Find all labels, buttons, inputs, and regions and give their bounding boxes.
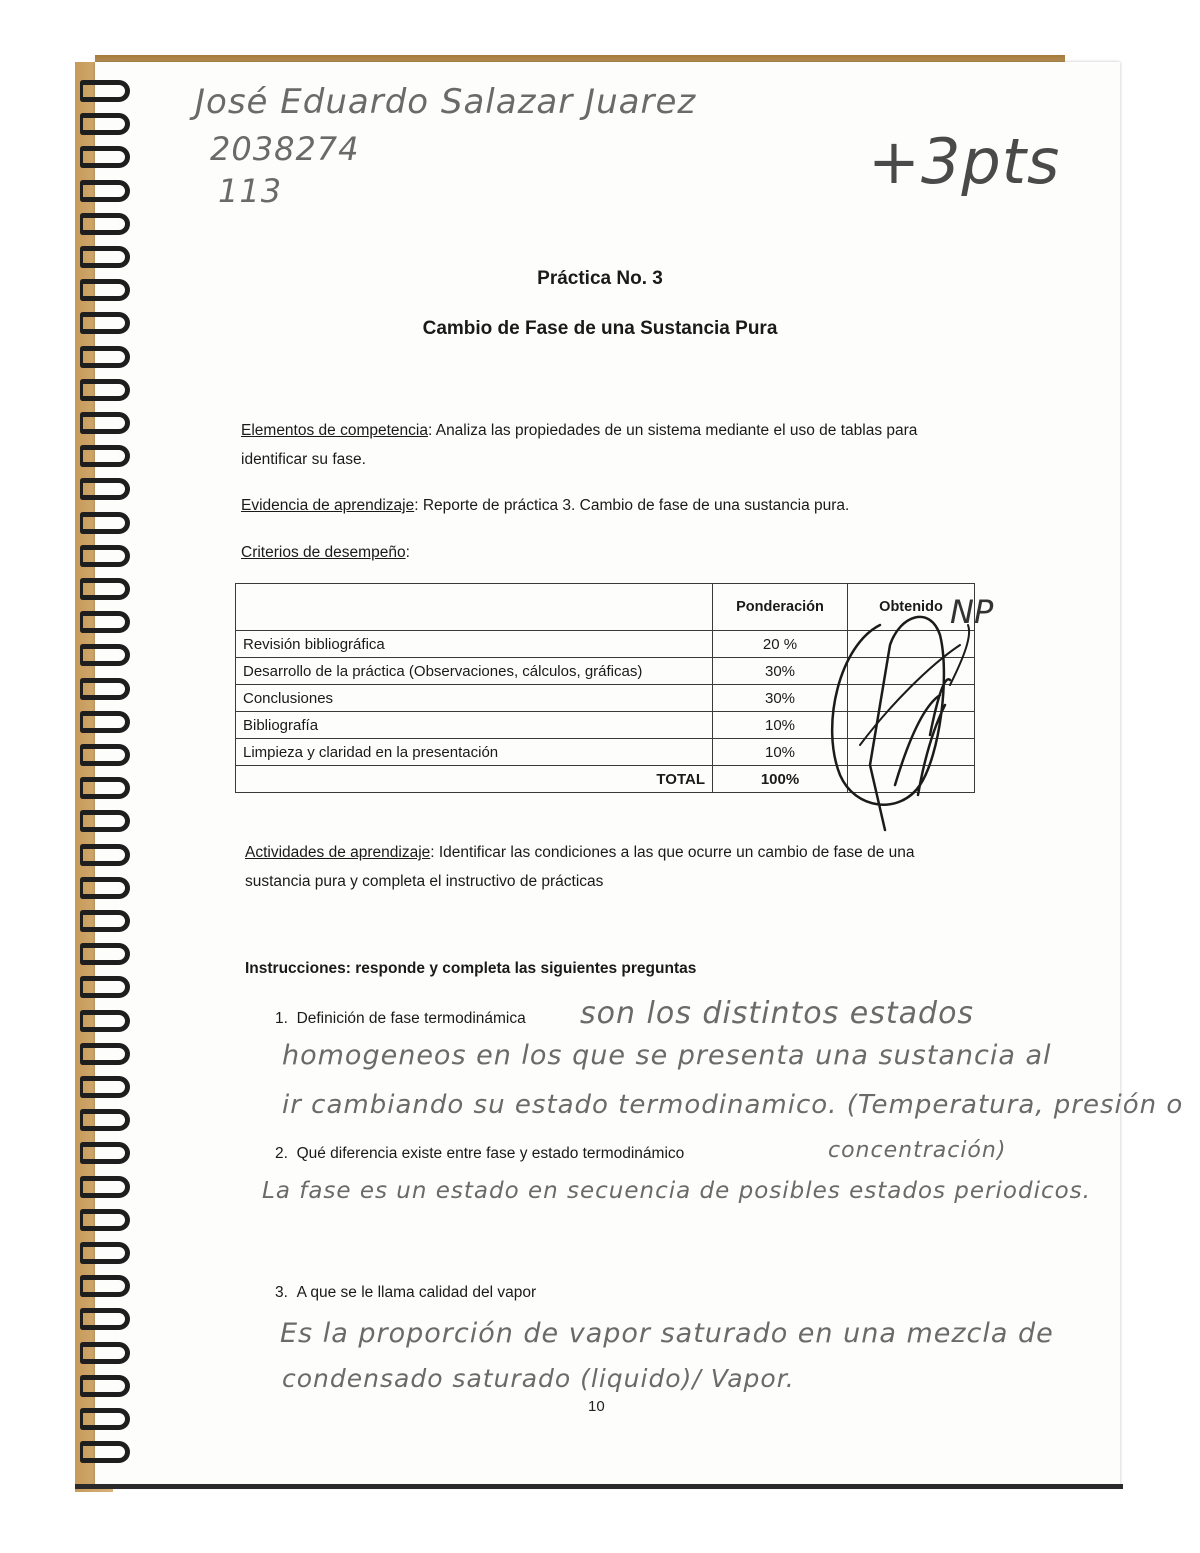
spiral-ring [80, 1076, 130, 1098]
actividades-label: Actividades de aprendizaje [245, 844, 431, 861]
competencia-paragraph [241, 416, 956, 474]
spiral-ring [80, 777, 130, 799]
spiral-ring [80, 80, 130, 102]
spiral-ring [80, 180, 130, 202]
spiral-ring [80, 910, 130, 932]
spiral-ring [80, 1010, 130, 1032]
spiral-ring [80, 1275, 130, 1297]
spiral-ring [80, 478, 130, 500]
total-value: 100% [713, 766, 848, 793]
spiral-ring [80, 678, 130, 700]
spiral-ring [80, 976, 130, 998]
spiral-ring [80, 1242, 130, 1264]
spiral-ring [80, 844, 130, 866]
question-1 [275, 1010, 526, 1028]
spiral-ring [80, 545, 130, 567]
spiral-ring [80, 146, 130, 168]
ponderacion-cell: 30% [713, 658, 848, 685]
spiral-ring [80, 810, 130, 832]
spiral-ring [80, 877, 130, 899]
np-note: NP [950, 593, 994, 631]
competencia-text: : Analiza las propiedades de un sistema mediante el uso de tablas para identificar su fase. [241, 422, 918, 468]
page-bottom-edge [75, 1484, 1123, 1489]
criterio-cell: Limpieza y claridad en la presentación [236, 739, 713, 766]
criterios-suffix: : [405, 544, 410, 561]
spiral-ring [80, 1441, 130, 1463]
spiral-ring [80, 113, 130, 135]
page-title: Práctica No. 3 [537, 268, 663, 289]
page-subtitle: Cambio de Fase de una Sustancia Pura [422, 318, 778, 339]
spiral-ring [80, 1209, 130, 1231]
criterio-cell: Revisión bibliográfica [236, 631, 713, 658]
answer-1-line-1: son los distintos estados [580, 996, 975, 1031]
question-text: A que se le llama calidad del vapor [296, 1284, 537, 1301]
criterio-cell: Conclusiones [236, 685, 713, 712]
spiral-ring [80, 1342, 130, 1364]
answer-1-line-4: concentración) [828, 1138, 1007, 1163]
spiral-binding [80, 80, 142, 1480]
ponderacion-cell: 30% [713, 685, 848, 712]
criterio-cell: Bibliografía [236, 712, 713, 739]
competencia-label: Elementos de competencia [241, 422, 428, 439]
spiral-ring [80, 246, 130, 268]
question-2 [275, 1145, 684, 1163]
table-header-obtenido: Obtenido [848, 584, 975, 631]
total-label: TOTAL [236, 766, 713, 793]
student-id: 2038274 [210, 130, 360, 168]
question-3 [275, 1284, 536, 1302]
question-number: 2. [275, 1145, 288, 1162]
criterios-heading [241, 538, 956, 567]
evidencia-label: Evidencia de aprendizaje [241, 497, 415, 514]
answer-1-line-3: ir cambiando su estado termodinamico. (Temperatura, presión o [282, 1090, 1184, 1120]
spiral-ring [80, 1109, 130, 1131]
question-number: 3. [275, 1284, 288, 1301]
spiral-ring [80, 711, 130, 733]
spiral-ring [80, 744, 130, 766]
spiral-ring [80, 1308, 130, 1330]
actividades-paragraph [245, 838, 960, 896]
ponderacion-cell: 10% [713, 712, 848, 739]
spiral-ring [80, 346, 130, 368]
answer-1-line-2: homogeneos en los que se presenta una sustancia al [282, 1040, 1052, 1071]
spiral-ring [80, 644, 130, 666]
table-header-ponderacion: Ponderación [713, 584, 848, 631]
spiral-ring [80, 412, 130, 434]
spiral-ring [80, 445, 130, 467]
student-group: 113 [218, 172, 283, 210]
criterios-label: Criterios de desempeño [241, 544, 406, 561]
spiral-ring [80, 1408, 130, 1430]
ponderacion-cell: 20 % [713, 631, 848, 658]
teacher-signature [800, 585, 1010, 835]
page-number: 10 [588, 1398, 605, 1415]
bonus-points-note: +3pts [868, 125, 1061, 198]
spiral-ring [80, 943, 130, 965]
spiral-ring [80, 312, 130, 334]
spiral-ring [80, 512, 130, 534]
spiral-ring [80, 578, 130, 600]
spiral-ring [80, 1176, 130, 1198]
spiral-ring [80, 1375, 130, 1397]
actividades-text: : Identificar las condiciones a las que ocurre un cambio de fase de una sustancia pura y completa el instructivo de prácticas [245, 844, 915, 890]
student-name: José Eduardo Salazar Juarez [195, 82, 697, 122]
answer-2-line-1: La fase es un estado en secuencia de posibles estados periodicos. [262, 1178, 1091, 1204]
question-text: Definición de fase termodinámica [296, 1010, 526, 1027]
question-text: Qué diferencia existe entre fase y estado termodinámico [296, 1145, 685, 1162]
answer-3-line-2: condensado saturado (liquido)/ Vapor. [282, 1364, 795, 1393]
spiral-ring [80, 279, 130, 301]
table-header-criterio [236, 584, 713, 631]
instructions-heading: Instrucciones: responde y completa las siguientes preguntas [245, 960, 697, 977]
question-number: 1. [275, 1010, 288, 1027]
evidencia-text: : Reporte de práctica 3. Cambio de fase de una sustancia pura. [414, 497, 850, 514]
ponderacion-cell: 10% [713, 739, 848, 766]
spiral-ring [80, 1142, 130, 1164]
spiral-ring [80, 379, 130, 401]
spiral-ring [80, 213, 130, 235]
criterio-cell: Desarrollo de la práctica (Observaciones, cálculos, gráficas) [236, 658, 713, 685]
answer-3-line-1: Es la proporción de vapor saturado en una mezcla de [280, 1318, 1054, 1349]
spiral-ring [80, 1043, 130, 1065]
evidencia-paragraph [241, 491, 956, 520]
spiral-ring [80, 611, 130, 633]
